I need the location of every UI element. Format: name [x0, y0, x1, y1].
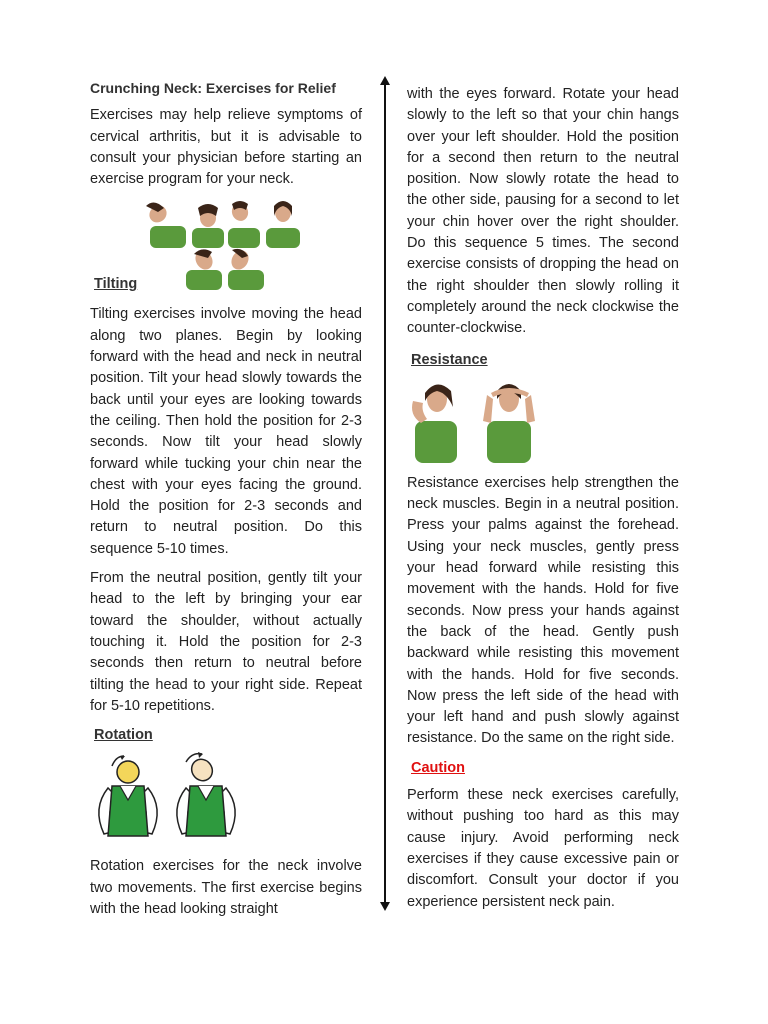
resistance-figure	[407, 377, 679, 463]
caution-heading: Caution	[411, 759, 465, 776]
rotation-figure	[90, 752, 362, 848]
tilting-paragraph-1: Tilting exercises involve moving the head along two planes. Begin by looking forward with the head and neck in neutral position. Tilt your head slowly towards the back until your eyes are looking towards the ceiling. Then hold the position for 2-3 seconds. Now tilt your head slowly forward while tucking your chin near the chest with your eyes facing the ground. Hold the position for 2-3 seconds and return to neutral position. Do this sequence 5-10 times.	[90, 306, 362, 557]
woman-tilt-left	[228, 201, 260, 248]
right-column	[407, 84, 679, 921]
tilting-heading: Tilting	[94, 276, 138, 293]
intro-paragraph: Exercises may help relieve symptoms of cervical arthritis, but it is advisable to consult your physician before starting an exercise program for your neck.	[90, 107, 362, 188]
woman-neutral	[266, 201, 300, 248]
tilting-figure	[90, 198, 362, 293]
woman-hand-on-back-of-head	[412, 384, 457, 463]
article-title: Crunching Neck: Exercises for Relief	[90, 80, 336, 96]
column-divider	[384, 80, 386, 908]
resistance-paragraph: Resistance exercises help strengthen the neck muscles. Begin in a neutral position. Press your palms against the forehead. Using your neck muscles, gently press your head forward while resisting this movement with the hands. Hold for five seconds. Now press your hands against the back of the head. Gently push backward while resisting this movement with the hands. Hold for five seconds. Now press the left side of the head with your left hand and push slowly against resistance. Do the same on the right side.	[407, 474, 679, 747]
rotation-heading: Rotation	[94, 727, 153, 744]
rotation-paragraph-1: Rotation exercises for the neck involve two movements. The first exercise begins with the head looking straight	[90, 858, 362, 918]
woman-tilt-side-right	[228, 248, 264, 291]
caution-paragraph: Perform these neck exercises carefully, without pushing too hard as this may cause injury. Avoid performing neck exercises if they cause excessive pain or discomfort. Consult your doctor if you experience persistent neck pain.	[407, 787, 679, 910]
divider-arrow-up-icon	[380, 76, 390, 85]
resistance-heading: Resistance	[411, 351, 488, 368]
resistance-photos	[407, 377, 679, 463]
divider-arrow-down-icon	[380, 902, 390, 911]
left-column	[90, 78, 362, 928]
rotation-cartoon	[90, 752, 362, 848]
woman-tilt-back	[146, 203, 186, 249]
woman-tilt-side-left	[186, 248, 222, 291]
woman-hands-on-forehead	[483, 384, 535, 463]
cartoon-figure-rotate	[99, 756, 157, 836]
rotation-paragraph-2: with the eyes forward. Rotate your head slowly to the left so that your chin hangs over your left shoulder. Hold the position for a second then return to the neutral position. Now slowly rotate the head to the other side, pausing for a second to let your chin hover over the right shoulder. Do this sequence 5 times. The second exercise consists of dropping the head on the right shoulder then slowly rolling it completely around the neck clockwise the counter-clockwise.	[407, 86, 679, 337]
tilting-paragraph-2: From the neutral position, gently tilt your head to the left by bringing your ear toward the shoulder, without actually touching it. Hold the position for 2-3 seconds then return to neutral before tilting the head to your right side. Repeat for 5-10 repetitions.	[90, 570, 362, 714]
woman-tilt-forward	[192, 204, 224, 248]
cartoon-figure-tilt	[177, 752, 235, 836]
